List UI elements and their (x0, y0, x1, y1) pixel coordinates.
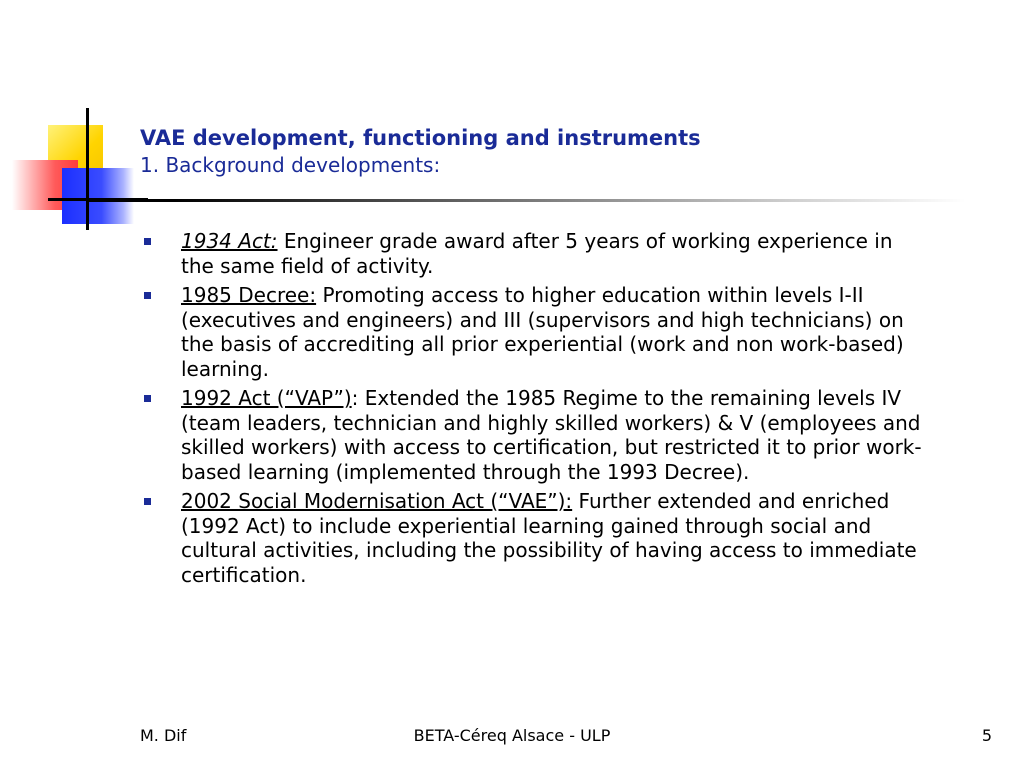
vertical-line-decoration (86, 108, 89, 230)
square-bullet-icon (144, 292, 151, 299)
square-bullet-icon (144, 498, 151, 505)
slide-header (140, 124, 980, 178)
square-bullet-icon (144, 238, 151, 245)
bullet-item-1992-act (140, 386, 930, 484)
bullet-text: Engineer grade award after 5 years of working experience in the same field of activity. (181, 229, 893, 278)
bullet-item-1934-act (140, 229, 930, 278)
bullet-item-2002-act (140, 489, 930, 587)
bullet-text: : Extended the 1985 Regime to the remaining levels IV (team leaders, technician and highly skilled workers) & V (employees and skilled workers) with access to certification, but restricted it to prior work-based learning (implemented through the 1993 Decree). (181, 386, 922, 484)
blue-square-decoration (62, 168, 134, 224)
title-divider-rule (86, 199, 966, 202)
square-bullet-icon (144, 395, 151, 402)
footer-organization: BETA-Céreq Alsace - ULP (413, 726, 611, 745)
bullet-list (140, 229, 930, 592)
bullet-lead: 1985 Decree: (181, 283, 317, 307)
slide-logo-graphic (0, 0, 150, 240)
slide-title: VAE development, functioning and instruments (140, 126, 701, 150)
footer-author: M. Dif (140, 726, 187, 745)
footer-page-number: 5 (981, 726, 992, 745)
bullet-text: Promoting access to higher education within levels I-II (executives and engineers) and III (supervisors and high technicians) on the basis of accrediting all prior experiential (work and non work-based) learning. (181, 283, 904, 381)
slide-subtitle: 1. Background developments: (140, 153, 441, 177)
bullet-lead: 1992 Act (“VAP”) (181, 386, 352, 410)
bullet-lead: 1934 Act: (181, 229, 278, 253)
bullet-lead: 2002 Social Modernisation Act (“VAE”): (181, 489, 573, 513)
bullet-item-1985-decree (140, 283, 930, 381)
bullet-text: Further extended and enriched (1992 Act) to include experiential learning gained through social and cultural activities, including the possibility of having access to immediate certification. (181, 489, 917, 587)
